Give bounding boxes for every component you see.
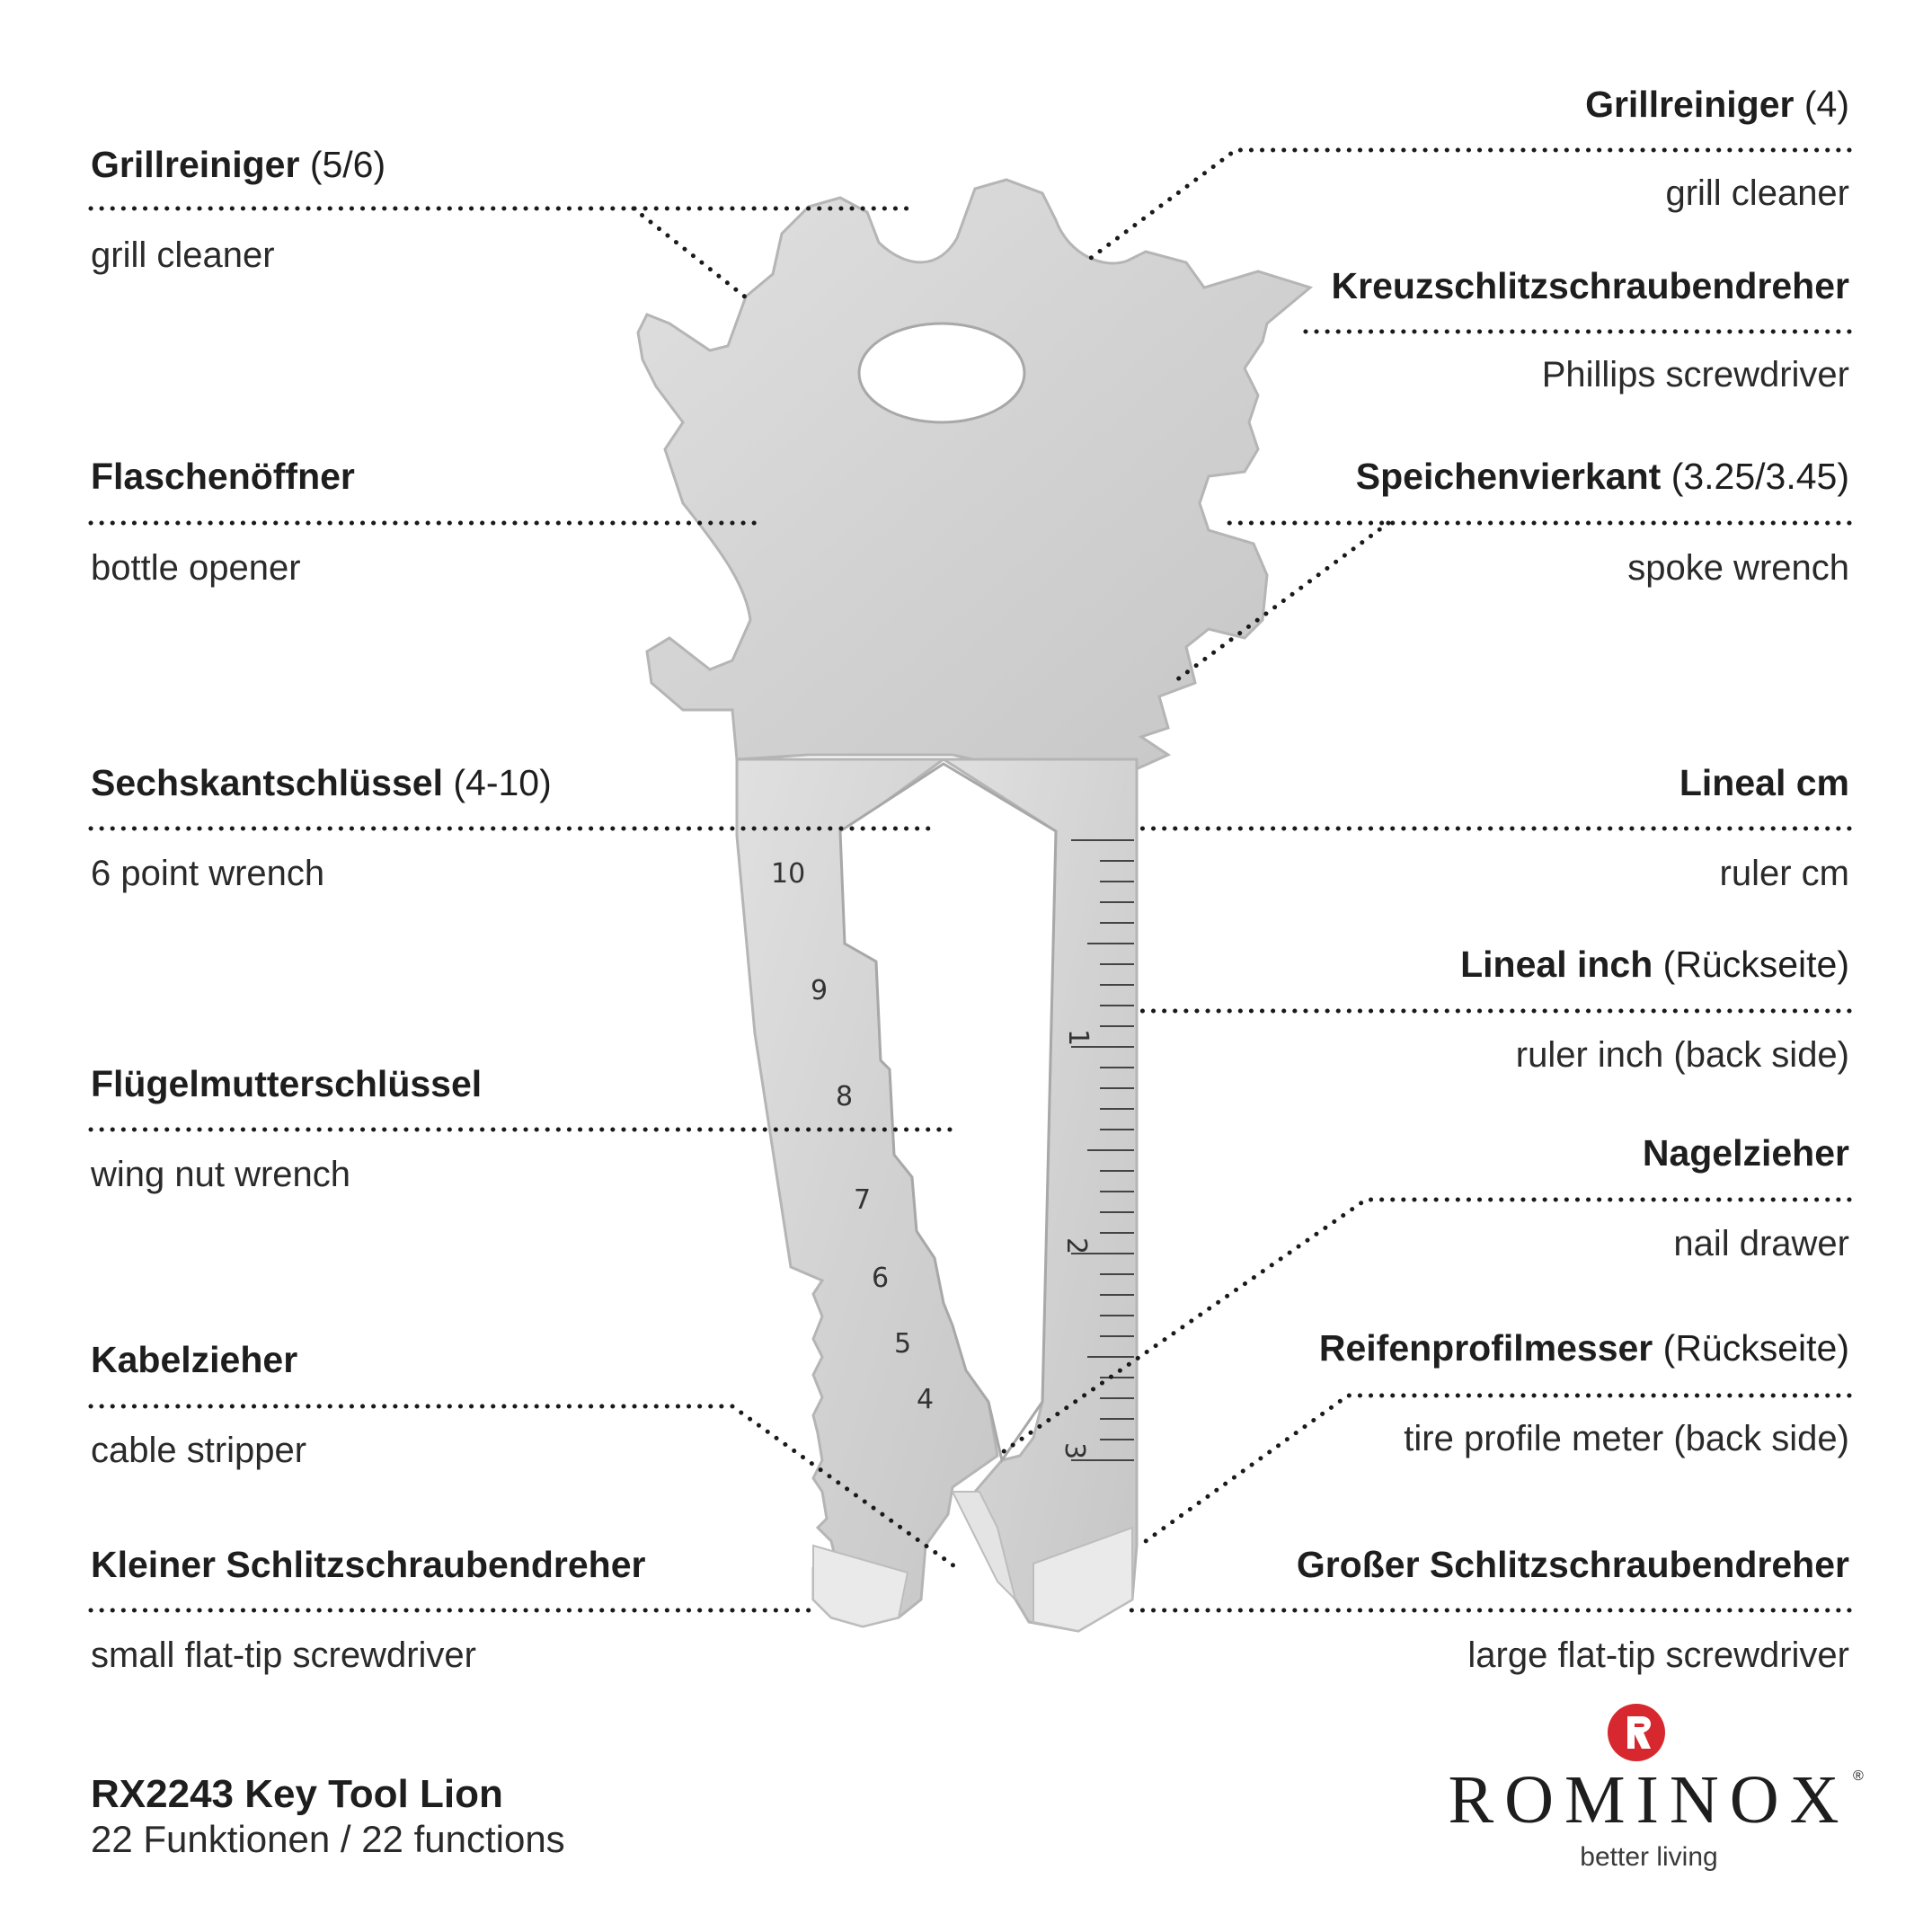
label-grill-cleaner-left-de: Grillreiniger (5/6) [91, 144, 386, 185]
wrench-size-8: 8 [836, 1081, 854, 1112]
label-tire-profile-de: Reifenprofilmesser (Rückseite) [1318, 1327, 1849, 1369]
label-bottle-opener-de: Flaschenöffner [91, 456, 355, 497]
wrench-size-10: 10 [771, 858, 806, 890]
leader-tire [1146, 1396, 1849, 1541]
wrench-size-9: 9 [811, 975, 829, 1006]
label-six-point-wrench-de: Sechskantschlüssel (4-10) [91, 762, 552, 803]
product-title: RX2243 Key Tool Lion [91, 1772, 503, 1816]
label-tire-profile-en: tire profile meter (back side) [1404, 1419, 1849, 1458]
registered-mark: ® [1853, 1768, 1864, 1784]
label-grill-cleaner-right-en: grill cleaner [1665, 173, 1849, 213]
label-ruler-cm-de: Lineal cm [1679, 762, 1849, 803]
label-nail-drawer-en: nail drawer [1673, 1224, 1849, 1263]
wrench-size-6: 6 [872, 1263, 890, 1294]
rominox-logo-mark [1608, 1704, 1665, 1761]
ruler-number-1: 1 [1062, 1029, 1094, 1047]
label-grill-cleaner-right-de: Grillreiniger (4) [1585, 84, 1849, 125]
label-bottle-opener-en: bottle opener [91, 548, 301, 588]
product-subtitle: 22 Funktionen / 22 functions [91, 1818, 565, 1860]
leader-grill-right [1087, 150, 1849, 261]
label-phillips-en: Phillips screwdriver [1541, 355, 1849, 394]
label-phillips-de: Kreuzschlitzschraubendreher [1331, 265, 1849, 306]
label-large-flat-en: large flat-tip screwdriver [1467, 1635, 1849, 1675]
label-grill-cleaner-left-en: grill cleaner [91, 235, 275, 275]
label-ruler-cm-en: ruler cm [1719, 854, 1849, 893]
tool-head [638, 180, 1310, 773]
brand-name: ROMINOX [1448, 1762, 1850, 1838]
label-small-flat-de: Kleiner Schlitzschraubendreher [91, 1544, 646, 1585]
label-spoke-wrench-en: spoke wrench [1627, 548, 1849, 588]
wrench-size-5: 5 [894, 1328, 912, 1360]
label-spoke-wrench-de: Speichenvierkant (3.25/3.45) [1355, 456, 1849, 497]
key-ring-hole [859, 323, 1024, 422]
label-six-point-wrench-en: 6 point wrench [91, 854, 325, 893]
label-ruler-inch-en: ruler inch (back side) [1515, 1035, 1849, 1075]
label-wing-nut-wrench-de: Flügelmutterschlüssel [91, 1063, 483, 1104]
ruler-number-3: 3 [1059, 1442, 1090, 1460]
label-cable-stripper-de: Kabelzieher [91, 1339, 298, 1380]
label-ruler-inch-de: Lineal inch (Rückseite) [1460, 944, 1849, 985]
label-wing-nut-wrench-en: wing nut wrench [91, 1155, 351, 1194]
label-large-flat-de: Großer Schlitzschraubendreher [1296, 1544, 1849, 1585]
label-small-flat-en: small flat-tip screwdriver [91, 1635, 476, 1675]
brand-tagline: better living [1580, 1842, 1718, 1872]
label-cable-stripper-en: cable stripper [91, 1431, 307, 1470]
wrench-size-7: 7 [854, 1184, 872, 1216]
wrench-size-4: 4 [917, 1384, 935, 1415]
leader-grill-left-diag [634, 208, 750, 301]
ruler-number-2: 2 [1060, 1237, 1092, 1255]
label-nail-drawer-de: Nagelzieher [1642, 1132, 1849, 1174]
